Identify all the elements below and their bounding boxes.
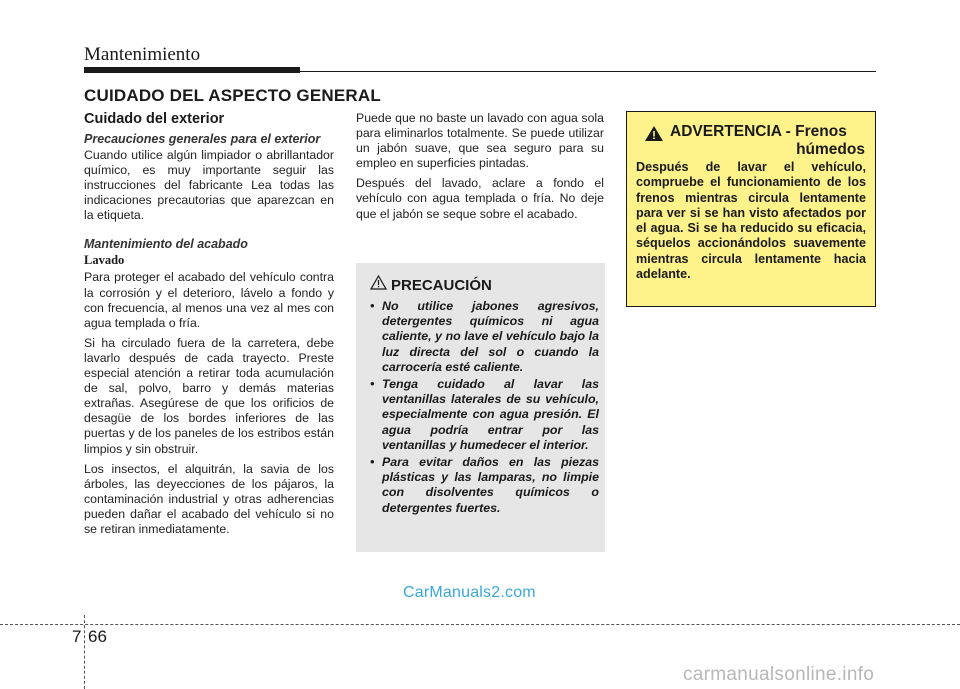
paragraph: Después del lavado, aclare a fondo el vehículo con agua templada o fría. No deje que el jabón se seque sobre el acabado. [356,176,604,221]
paragraph: Para proteger el acabado del vehículo contra la corrosión y el deterioro, lávelo a fondo y con frecuencia, al menos una vez al mes con agua templada o fría. [84,270,334,330]
exterior-care-title: Cuidado del exterior [84,111,225,127]
washing-heading: Lavado [84,253,125,268]
paragraph: Cuando utilice algún limpiador o abrillantador químico, es muy importante seguir las instrucciones del fabricante Lea todas las indicaciones precautorias que aparezcan en la etiqueta. [84,148,334,223]
list-item: • No utilice jabones agresivos, detergentes químicos ni agua caliente, y no lave el vehículo bajo la luz directa del sol o cuando la carrocería esté caliente. [370,299,599,374]
bullet-glyph: • [370,377,375,392]
bullet-glyph: • [370,455,375,470]
chapter-number: 7 [72,627,82,646]
caution-list [370,299,599,516]
warning-title-line2: húmedos [796,141,865,158]
bullet-glyph: • [370,299,375,313]
paragraph: Si ha circulado fuera de la carretera, debe lavarlo después de cada trayecto. Preste especial atención a retirar toda acumulación de sal, polvo, barro y demás materias extrañas. Asegúrese de que los orificios de desagüe de los bordes inferiores de las puertas y de los paneles de los estribos están limpios y sin obstruir. [84,335,334,456]
paragraph: Puede que no baste un lavado con agua sola para eliminarlos totalmente. Se puede utilizar un jabón suave, que sea seguro para su empleo en superficies pintadas. [356,111,604,171]
caution-box [356,263,605,552]
header-bar [84,67,300,73]
warning-box [626,111,876,307]
caution-warning-icon [370,275,387,295]
caution-header [370,275,599,295]
footer-rule [0,624,960,625]
header-rule [300,71,876,72]
list-item: • Para evitar daños en las piezas plásticas y las lamparas, no limpie con disolventes químicos o detergentes fuertes. [370,455,599,515]
warning-title-line1: ADVERTENCIA - Frenos [670,123,847,140]
warning-body: Después de lavar el vehículo, compruebe el funcionamiento de los frenos mientras circula lentamente para ver si se han visto afectados por el agua. Si se ha reducido su eficacia, séquelos accionándolos suavemente mientras circula lentamente hacia adelante. [636,160,866,282]
footer-divider [84,615,85,689]
left-column [84,111,334,542]
finish-maintenance-heading: Mantenimiento del acabado [84,237,248,252]
paragraph: Los insectos, el alquitrán, la savia de los árboles, las deyecciones de los pájaros, la contaminación industrial y otras adherencias pueden dañar el acabado del vehículo si no se retiran inmediatamente. [84,461,334,536]
caution-title: PRECAUCIÓN [391,276,492,294]
site-watermark: CarManuals2.com [403,584,536,601]
warning-triangle-icon [644,125,664,147]
warning-header [636,122,866,160]
page-number: 66 [88,627,107,646]
list-item: • Tenga cuidado al lavar las ventanillas laterales de su vehículo, especialmente con agua presión. El agua podría entrar por las ventanillas y humedecer el interior. [370,377,599,452]
middle-column [356,111,604,227]
bottom-watermark: carmanualsonline.info [683,664,875,685]
section-title: CUIDADO DEL ASPECTO GENERAL [84,86,381,105]
header-title: Mantenimiento [84,44,201,65]
general-precautions-heading: Precauciones generales para el exterior [84,132,321,146]
